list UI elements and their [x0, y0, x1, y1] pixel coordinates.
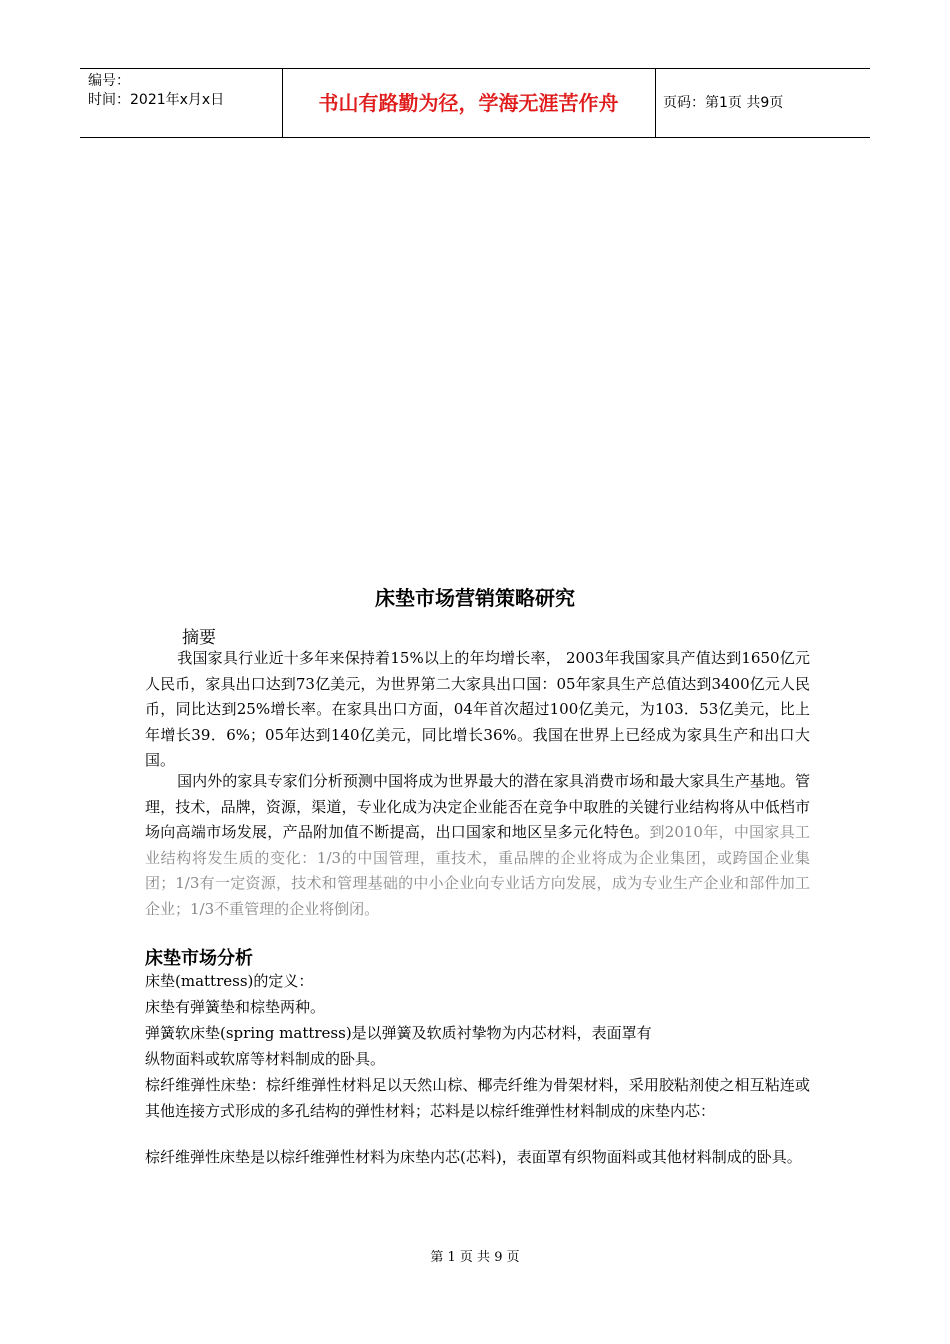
- number-label: 编号：: [88, 73, 130, 89]
- text-line: 纵物面料或软席等材料制成的卧具。: [145, 1050, 386, 1068]
- section-heading: 床垫市场分析: [145, 948, 253, 969]
- paragraph-text-gray: 到2010年，中国家具工业结构将发生质的变化：1/3的中国管理，重技术，重品牌的企业将成为企业集团，或跨国企业集团；1/3有一定资源，技术和管理基础的中小企业向专业话方向发展，成为专业生产企业和部件加工企业；1/3不重管理的企业将倒闭。: [145, 823, 810, 918]
- date-label: 时间：2021年x月x日: [88, 92, 225, 108]
- text-line: 弹簧软床垫(spring mattress)是以弹簧及软质衬挚物为内芯材料，表面罩有: [145, 1024, 652, 1042]
- header-page-code: 页码：第1页 共9页: [663, 95, 784, 111]
- abstract-paragraph-1: [145, 646, 810, 774]
- page-footer: 第 1 页 共 9 页: [430, 1250, 520, 1265]
- text-line: 床垫有弹簧垫和棕垫两种。: [145, 998, 326, 1016]
- header-meta: [80, 69, 282, 137]
- abstract-paragraph-2: [145, 769, 810, 922]
- text-line: 床垫(mattress)的定义：: [145, 972, 314, 990]
- abstract-label: 摘要: [182, 628, 216, 648]
- paragraph-text: 国内外的家具专家们分析预测中国将成为世界最大的潜在家具消费市场和最大家具生产基地。管理，技术，品牌，资源，渠道，专业化成为决定企业能否在竞争中取胜的关键行业结构将从中低档市场向高端市场发展，产品附加值不断提高，出口国家和地区呈多元化特色。: [145, 772, 810, 841]
- text-paragraph: 棕纤维弹性床垫：棕纤维弹性材料足以天然山棕、椰壳纤维为骨架材料，采用胶粘剂使之相互粘连或其他连接方式形成的多孔结构的弹性材料；芯料是以棕纤维弹性材料制成的床垫内芯：: [145, 1076, 810, 1120]
- page-header: [80, 68, 870, 138]
- text-paragraph: 棕纤维弹性床垫是以棕纤维弹性材料为床垫内芯(芯料)，表面罩有织物面料或其他材料制成的卧具。: [145, 1148, 802, 1166]
- document-title: 床垫市场营销策略研究: [375, 586, 575, 610]
- header-motto: 书山有路勤为径，学海无涯苦作舟: [318, 91, 619, 115]
- paragraph-text: 我国家具行业近十多年来保持着15%以上的年均增长率， 2003年我国家具产值达到1650亿元人民币，家具出口达到73亿美元，为世界第二大家具出口国：05年家具生产总值达到3400亿元人民币，同比达到25%增长率。在家具出口方面，04年首次超过100亿美元，为103．53亿美元，比上年增长39．6%；05年达到140亿美元，同比增长36%。我国在世界上已经成为家具生产和出口大国。: [145, 649, 810, 769]
